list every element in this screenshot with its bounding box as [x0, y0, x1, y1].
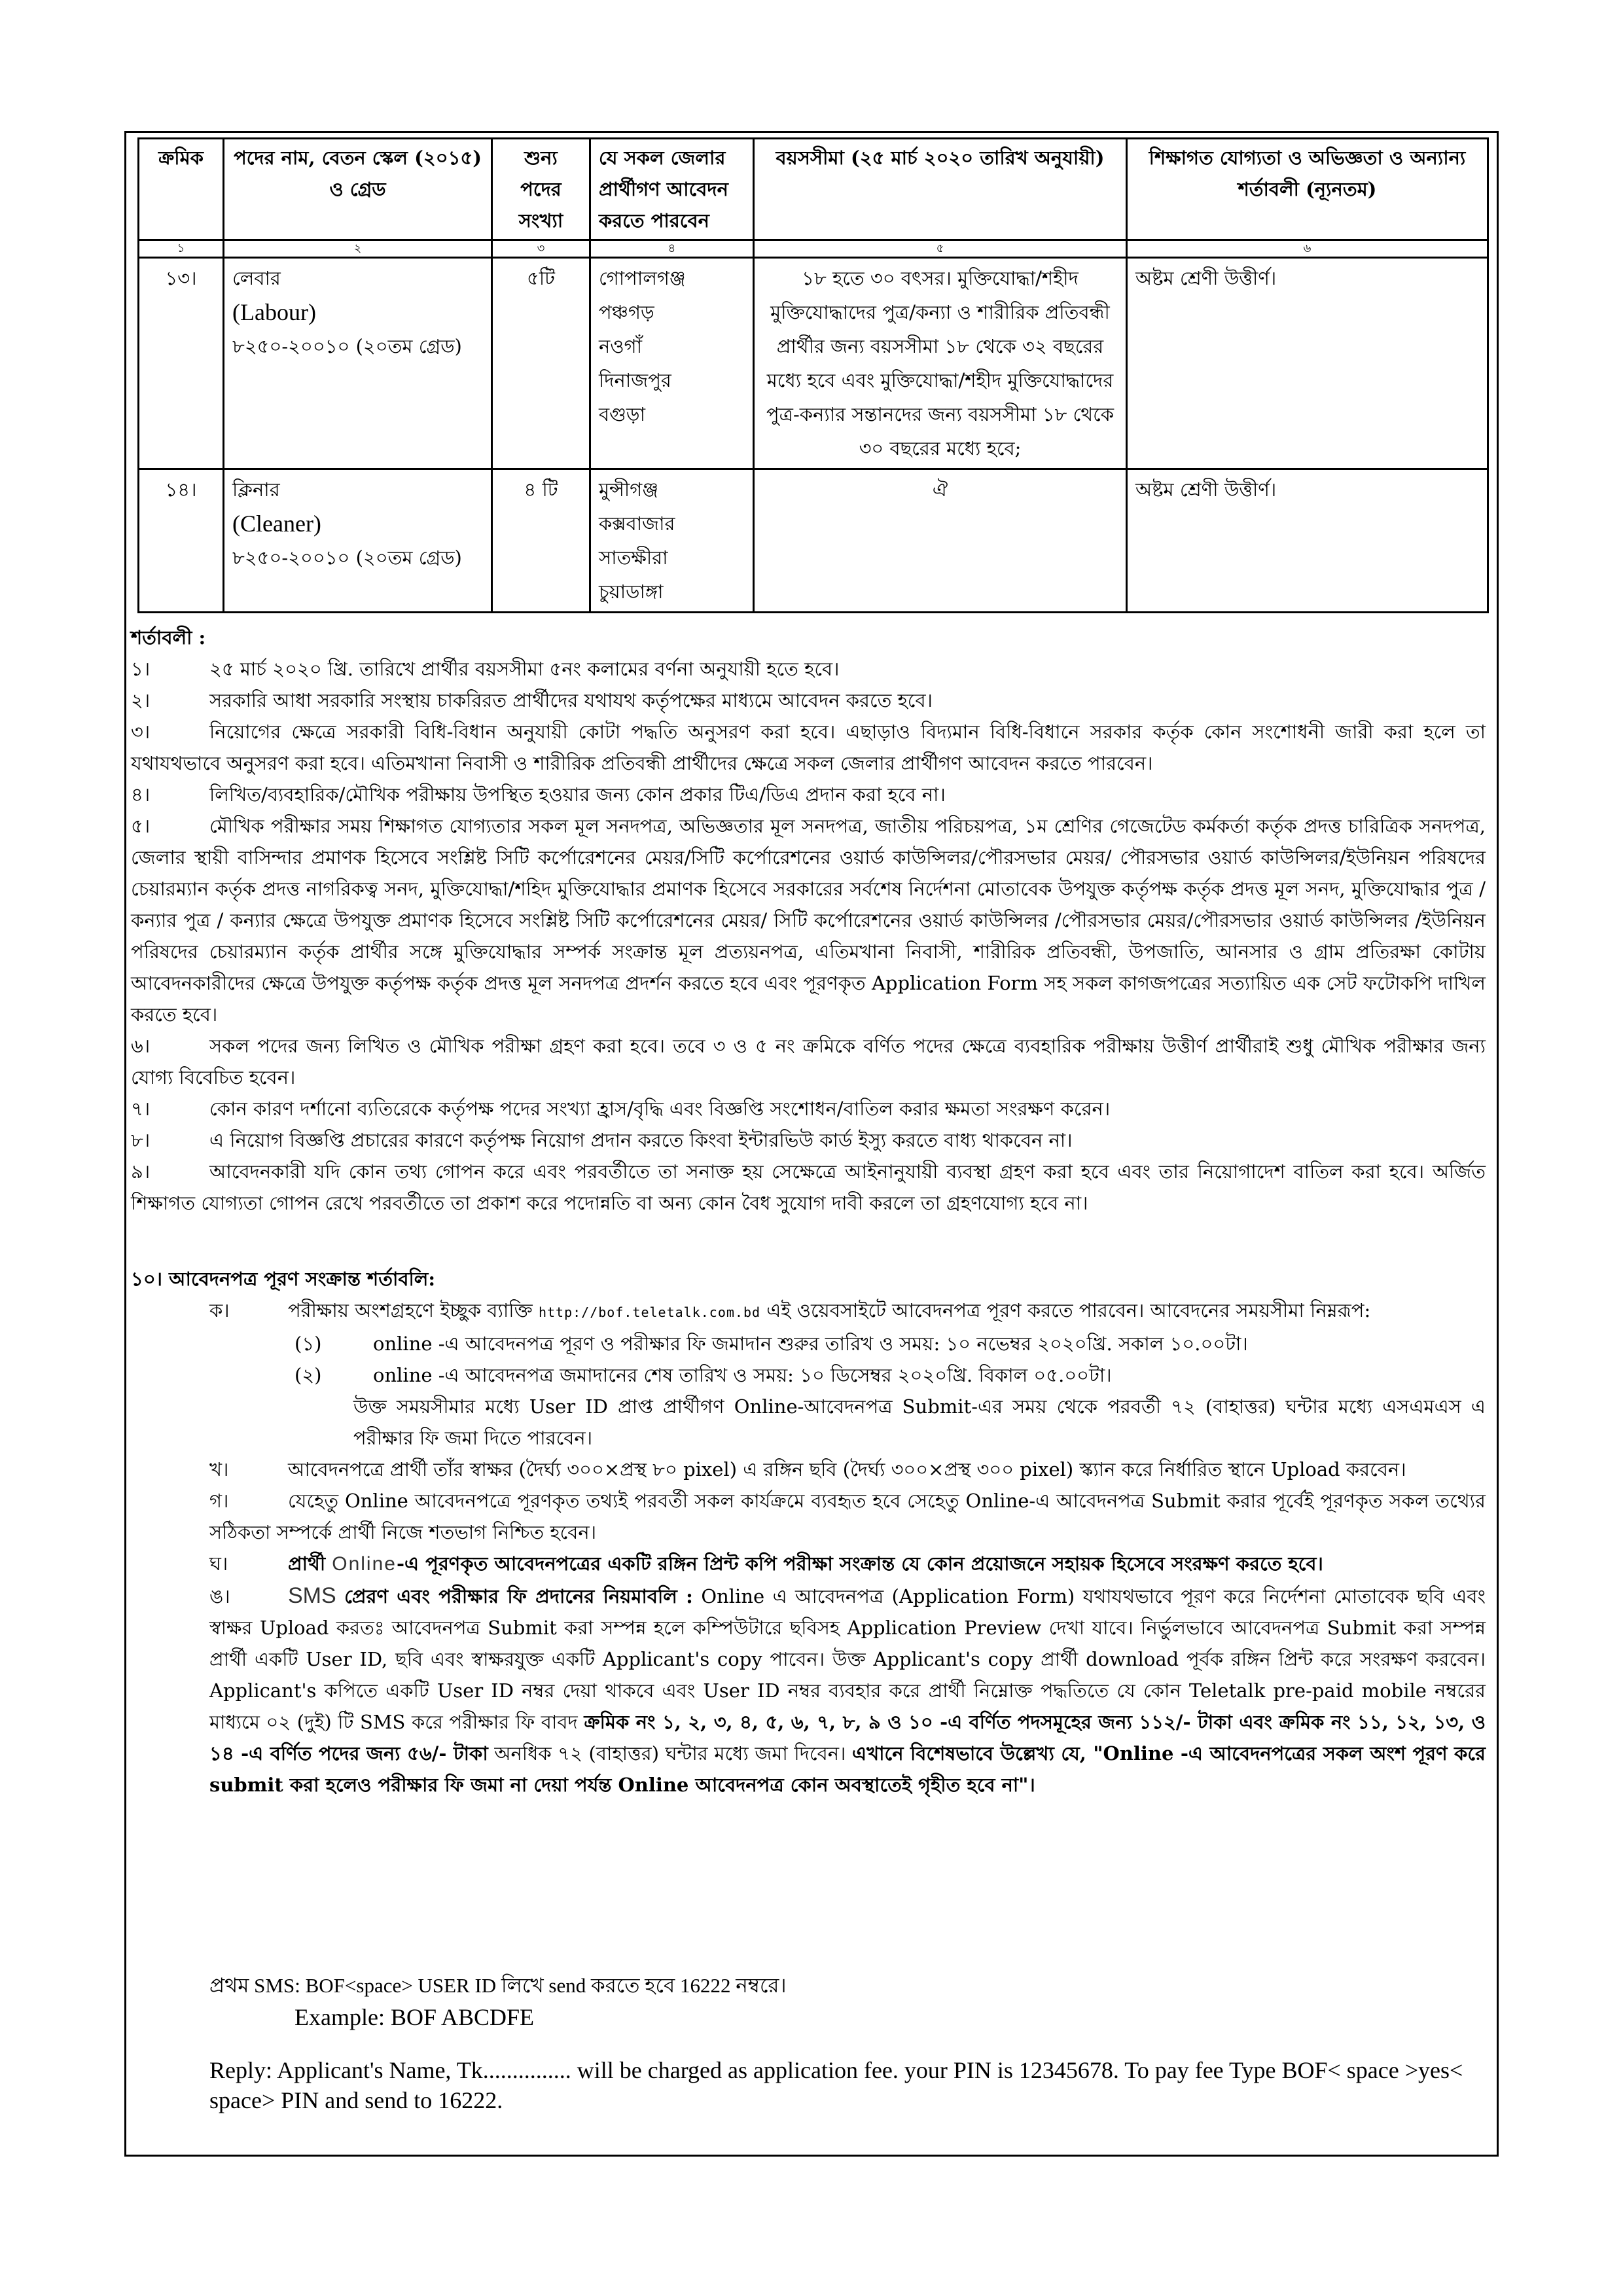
district: গোপালগঞ্জ [599, 267, 686, 289]
condition-text: ২৫ মার্চ ২০২০ খ্রি. তারিখে প্রার্থীর বয়সসীমা ৫নং কলামের বর্ণনা অনুযায়ী হতে হবে। [209, 658, 840, 680]
row-districts [590, 469, 754, 613]
header-vacancy: শুন্য পদের সংখ্যা [492, 139, 590, 240]
district: বগুড়া [599, 403, 645, 425]
application-clause-gha [131, 1548, 1486, 1580]
district: দিনাজপুর [599, 369, 671, 391]
district: সাতক্ষীরা [599, 547, 668, 569]
condition-number: ৭। [131, 1098, 151, 1120]
condition-item [131, 1030, 1486, 1093]
col-number: ৫ [754, 240, 1127, 258]
application-section [131, 1263, 1486, 1801]
schedule-item [131, 1328, 1486, 1359]
vacancy-table [137, 137, 1489, 613]
clause-text: এই ওয়েবসাইটে আবেদনপত্র পূরণ করতে পারবেন। আবেদনের সময়সীমা নিম্নরূপ: [766, 1299, 1371, 1321]
row-qualification: অষ্টম শ্রেণী উত্তীর্ণ। [1127, 258, 1488, 469]
pay-scale: ৮২৫০-২০০১০ (২০তম গ্রেড) [232, 547, 462, 569]
clause-label: ঘ। [209, 1552, 228, 1575]
col-number: ৬ [1127, 240, 1488, 258]
condition-number: ৯। [131, 1160, 151, 1183]
sms-reply: Reply: Applicant's Name, Tk............... will be charged as application fee. your PIN is 12345678. To pay fee Type BOF< space >yes< space> PIN and send to 16222. [209, 2057, 1463, 2113]
condition-item [131, 779, 1486, 810]
post-name-bn: ক্লিনার [232, 478, 280, 501]
col-number: ৪ [590, 240, 754, 258]
condition-item [131, 716, 1486, 779]
clause-label: ক। [209, 1299, 230, 1321]
district: পঞ্চগড় [599, 301, 654, 323]
post-name-en: (Cleaner) [232, 511, 321, 537]
sms-section [131, 1970, 1486, 2115]
important-note: এখানে বিশেষভাবে উল্লেখ্য যে, "Online -এ আবেদনপত্রের সকল অংশ পূরণ করে submit করা হলেও পরীক্ষার ফি জমা না দেয়া পর্যন্ত Online আবেদনপত্র কোন অবস্থাতেই গৃহীত হবে না"। [209, 1742, 1486, 1796]
condition-item [131, 653, 1486, 685]
online-word: Online [332, 1553, 397, 1575]
row-serial: ১৪। [139, 469, 224, 613]
condition-text: এ নিয়োগ বিজ্ঞপ্তি প্রচারের কারণে কর্তৃপক্ষ নিয়োগ প্রদান করতে কিংবা ইন্টারভিউ কার্ড ইস্যু করতে বাধ্য থাকবেন না। [209, 1129, 1073, 1151]
condition-text: সকল পদের জন্য লিখিত ও মৌখিক পরীক্ষা গ্রহণ করা হবে। তবে ৩ ও ৫ নং ক্রমিকে বর্ণিত পদের ক্ষেত্রে ব্যবহারিক পরীক্ষায় উত্তীর্ণ প্রার্থীরাই শুধু মৌখিক পরীক্ষার জন্য যোগ্য বিবেচিত হবেন। [131, 1035, 1486, 1088]
row-age: ঐ [754, 469, 1127, 613]
condition-item [131, 685, 1486, 716]
col-number: ৩ [492, 240, 590, 258]
row-vacancy: ৫টি [492, 258, 590, 469]
fee-details: ক্রমিক নং ১, ২, ৩, ৪, ৫, ৬, ৭, ৮, ৯ ও ১০ -এ বর্ণিত পদসমূহের জন্য ১১২/- টাকা এবং ক্রমিক নং ১১, ১২, ১৩, ও ১৪ -এ বর্ণিত পদের জন্য ৫৬/- টাকা [209, 1711, 1486, 1765]
col-number: ২ [224, 240, 492, 258]
clause-text: পরীক্ষায় অংশগ্রহণে ইচ্ছুক ব্যাক্তি [288, 1299, 533, 1321]
clause-text: আবেদনপত্রে প্রার্থী তাঁর স্বাক্ষর (দৈর্ঘ্য ৩০০×প্রস্থ ৮০ pixel) এ রঙ্গিন ছবি (দৈর্ঘ্য ৩০০×প্রস্থ ৩০০ pixel) স্ক্যান করে নির্ধারিত স্থানে Upload করবেন। [288, 1458, 1406, 1480]
condition-text: কোন কারণ দর্শানো ব্যতিরেকে কর্তৃপক্ষ পদের সংখ্যা হ্রাস/বৃদ্ধি এবং বিজ্ঞপ্তি সংশোধন/বাতিল করার ক্ষমতা সংরক্ষণ করেন। [209, 1098, 1111, 1120]
condition-number: ৩। [131, 721, 151, 743]
conditions-title: শর্তাবলী : [131, 626, 206, 649]
schedule-text: online -এ আবেদনপত্র পূরণ ও পরীক্ষার ফি জমাদান শুরুর তারিখ ও সময়: ১০ নভেম্বর ২০২০খ্রি. সকাল ১০.০০টা। [373, 1333, 1248, 1355]
website-link[interactable]: http://bof.teletalk.com.bd [538, 1304, 761, 1320]
condition-number: ৬। [131, 1035, 151, 1057]
post-name-bn: লেবার [232, 267, 281, 289]
application-clause-nga [131, 1580, 1486, 1801]
schedule-number: (২) [294, 1364, 322, 1386]
col-number: ১ [139, 240, 224, 258]
conditions-section [131, 622, 1486, 1219]
header-districts: যে সকল জেলার প্রার্থীগণ আবেদন করতে পারবেন [590, 139, 754, 240]
clause-label: খ। [209, 1458, 229, 1480]
header-post: পদের নাম, বেতন স্কেল (২০১৫) ও গ্রেড [224, 139, 492, 240]
row-post [224, 258, 492, 469]
table-header-row [139, 139, 1488, 240]
condition-number: ৫। [131, 815, 151, 837]
condition-number: ৪। [131, 783, 151, 806]
schedule-text: online -এ আবেদনপত্র জমাদানের শেষ তারিখ ও সময়: ১০ ডিসেম্বর ২০২০খ্রি. বিকাল ০৫.০০টা। [373, 1364, 1112, 1386]
condition-text: মৌখিক পরীক্ষার সময় শিক্ষাগত যোগ্যতার সকল মূল সনদপত্র, অভিজ্ঞতার মূল সনদপত্র, জাতীয় পরিচয়পত্র, ১ম শ্রেণির গেজেটেড কর্মকর্তা কর্তৃক প্রদত্ত চারিত্রিক সনদপত্র, জেলার স্থায়ী বাসিন্দার প্রমাণক হিসেবে সংশ্লিষ্ট সিটি কর্পোরেশনের মেয়র/সিটি কর্পোরেশনের ওয়ার্ড কাউন্সিলর/পৌরসভার মেয়র/ পৌরসভার ওয়ার্ড কাউন্সিলর/ইউনিয়ন পরিষদের চেয়ারম্যান কর্তৃক প্রদত্ত নাগরিকত্ব সনদ, মুক্তিযোদ্ধা/শহিদ মুক্তিযোদ্ধার প্রমাণক হিসেবে সরকারের সর্বশেষ নির্দেশনা মোতাবেক উপযুক্ত কর্তৃপক্ষ কর্তৃক প্রদত্ত মূল সনদ, মুক্তিযোদ্ধার পুত্র / কন্যার পুত্র / কন্যার ক্ষেত্রে উপযুক্ত প্রমাণক হিসেবে সংশ্লিষ্ট সিটি কর্পোরেশনের মেয়র/ সিটি কর্পোরেশনের ওয়ার্ড কাউন্সিলর /পৌরসভার মেয়র/পৌরসভার ওয়ার্ড কাউন্সিলর /ইউনিয়ন পরিষদের চেয়ারম্যান কর্তৃক প্রার্থীর সঙ্গে মুক্তিযোদ্ধার সম্পর্ক সংক্রান্ত মূল প্রত্যয়নপত্র, এতিমখানা নিবাসী, শারীরিক প্রতিবন্ধী, উপজাতি, আনসার ও গ্রাম প্রতিরক্ষা কোটায় আবেদনকারীদের ক্ষেত্রে উপযুক্ত কর্তৃপক্ষ কর্তৃক প্রদত্ত মূল সনদপত্র প্রদর্শন করতে হবে এবং পূরণকৃত Application Form সহ সকল কাগজপত্রের সত্যায়িত এক সেট ফটোকপি দাখিল করতে হবে। [131, 815, 1486, 1026]
sms-example: Example: BOF ABCDFE [294, 2004, 535, 2030]
row-age: ১৮ হতে ৩০ বৎসর। মুক্তিযোদ্ধা/শহীদ মুক্তিযোদ্ধাদের পুত্র/কন্যা ও শারীরিক প্রতিবন্ধী প্রার্থীর জন্য বয়সসীমা ১৮ থেকে ৩২ বছরের মধ্যে হবে এবং মুক্তিযোদ্ধা/শহীদ মুক্তিযোদ্ধাদের পুত্র-কন্যার সন্তানদের জন্য বয়সসীমা ১৮ থেকে ৩০ বছরের মধ্যে হবে; [754, 258, 1127, 469]
row-districts [590, 258, 754, 469]
district: নওগাঁ [599, 335, 643, 357]
post-name-en: (Labour) [232, 299, 316, 325]
clause-text: অনধিক ৭২ (বাহাত্তর) ঘন্টার মধ্যে জমা দিবেন। [494, 1742, 846, 1765]
condition-number: ৮। [131, 1129, 151, 1151]
condition-text: লিখিত/ব্যবহারিক/মৌখিক পরীক্ষায় উপস্থিত হওয়ার জন্য কোন প্রকার টিএ/ডিএ প্রদান করা হবে না। [209, 783, 946, 806]
table-row [139, 469, 1488, 613]
condition-item [131, 810, 1486, 1030]
clause-text: Online এ আবেদনপত্র (Application Form) যথাযথভাবে পূরণ করে নির্দেশনা মোতাবেক ছবি এবং স্বাক্ষর Upload করতঃ আবেদনপত্র Submit করা সম্পন্ন হলে কম্পিউটারে ছবিসহ Application Preview দেখা যাবে। নির্ভুলভাবে আবেদনপত্র Submit করা সম্পন্ন প্রার্থী একটি User ID, ছবি এবং স্বাক্ষরযুক্ত একটি Applicant's copy পাবেন। উক্ত Applicant's copy প্রার্থী download পূর্বক রঙ্গিন প্রিন্ট করে সংরক্ষণ করবেন। Applicant's কপিতে একটি User ID নম্বর দেয়া থাকবে এবং User ID নম্বর ব্যবহার করে প্রার্থী নিম্নোক্ত পদ্ধতিতে যে কোন Teletalk pre-paid mobile নম্বরের মাধ্যমে ০২ (দুই) টি SMS করে পরীক্ষার ফি বাবদ [209, 1585, 1486, 1733]
district: কক্সবাজার [599, 512, 675, 535]
row-post [224, 469, 492, 613]
application-clause-ga [131, 1485, 1486, 1548]
header-qualification: শিক্ষাগত যোগ্যতা ও অভিজ্ঞতা ও অন্যান্য শর্তাবলী (ন্যূনতম) [1127, 139, 1488, 240]
condition-text: সরকারি আধা সরকারি সংস্থায় চাকরিরত প্রার্থীদের যথাযথ কর্তৃপক্ষের মাধ্যমে আবেদন করতে হবে। [209, 689, 933, 711]
district: মুন্সীগঞ্জ [599, 478, 658, 501]
application-clause-ka [131, 1295, 1486, 1328]
row-serial: ১৩। [139, 258, 224, 469]
condition-number: ২। [131, 689, 151, 711]
clause-label: ঙ। [209, 1585, 230, 1607]
schedule-note: উক্ত সময়সীমার মধ্যে User ID প্রাপ্ত প্রার্থীগণ Online-আবেদনপত্র Submit-এর সময় থেকে পরবর্তী ৭২ (বাহাত্তর) ঘন্টার মধ্যে এসএমএস এ পরীক্ষার ফি জমা দিতে পারবেন। [353, 1395, 1486, 1449]
condition-item [131, 1156, 1486, 1219]
schedule-item [131, 1359, 1486, 1391]
header-age: বয়সসীমা (২৫ মার্চ ২০২০ তারিখ অনুযায়ী) [754, 139, 1127, 240]
district: চুয়াডাঙ্গা [599, 581, 664, 603]
header-serial: ক্রমিক [139, 139, 224, 240]
column-number-row [139, 240, 1488, 258]
condition-item [131, 1093, 1486, 1124]
row-vacancy: ৪ টি [492, 469, 590, 613]
condition-text: নিয়োগের ক্ষেত্রে সরকারী বিধি-বিধান অনুযায়ী কোটা পদ্ধতি অনুসরণ করা হবে। এছাড়াও বিদ্যমান বিধি-বিধানে সরকার কর্তৃক কোন সংশোধনী জারী করা হলে তা যথাযথভাবে অনুসরণ করা হবে। এতিমখানা নিবাসী ও শারীরিক প্রতিবন্ধী প্রার্থীদের ক্ষেত্রে সকল জেলার প্রার্থীগণ আবেদন করতে পারবেন। [131, 721, 1486, 774]
application-title: ১০। আবেদনপত্র পূরণ সংক্রান্ত শর্তাবলি: [131, 1268, 436, 1290]
clause-text: প্রার্থী [288, 1552, 326, 1575]
clause-text: যেহেতু Online আবেদনপত্রে পূরণকৃত তথ্যই পরবর্তী সকল কার্যক্রমে ব্যবহৃত হবে সেহেতু Online-এ আবেদনপত্র Submit করার পূর্বেই পূরণকৃত সকল তথ্যের সঠিকতা সম্পর্কে প্রার্থী নিজে শতভাগ নিশ্চিত হবেন। [209, 1490, 1486, 1543]
table-row [139, 258, 1488, 469]
schedule-number: (১) [294, 1333, 322, 1355]
clause-label: গ। [209, 1490, 229, 1512]
condition-item [131, 1124, 1486, 1156]
first-sms-instruction: প্রথম SMS: BOF<space> USER ID লিখে send করতে হবে 16222 নম্বরে। [209, 1974, 787, 1997]
clause-heading: প্রেরণ এবং পরীক্ষার ফি প্রদানের নিয়মাবলি : [344, 1585, 693, 1607]
sms-word: SMS [288, 1583, 336, 1608]
clause-text: -এ পূরণকৃত আবেদনপত্রের একটি রঙ্গিন প্রিন্ট কপি পরীক্ষা সংক্রান্ত যে কোন প্রয়োজনে সহায়ক হিসেবে সংরক্ষণ করতে হবে। [396, 1552, 1323, 1575]
application-clause-kha [131, 1454, 1486, 1485]
row-qualification: অষ্টম শ্রেণী উত্তীর্ণ। [1127, 469, 1488, 613]
condition-number: ১। [131, 658, 151, 680]
pay-scale: ৮২৫০-২০০১০ (২০তম গ্রেড) [232, 335, 462, 357]
condition-text: আবেদনকারী যদি কোন তথ্য গোপন করে এবং পরবর্তীতে তা সনাক্ত হয় সেক্ষেত্রে আইনানুযায়ী ব্যবস্থা গ্রহণ করা হবে এবং তার নিয়োগাদেশ বাতিল করা হবে। অর্জিত শিক্ষাগত যোগ্যতা গোপন রেখে পরবর্তীতে তা প্রকাশ করে পদোন্নতি বা অন্য কোন বৈধ সুযোগ দাবী করলে তা গ্রহণযোগ্য হবে না। [131, 1160, 1486, 1214]
